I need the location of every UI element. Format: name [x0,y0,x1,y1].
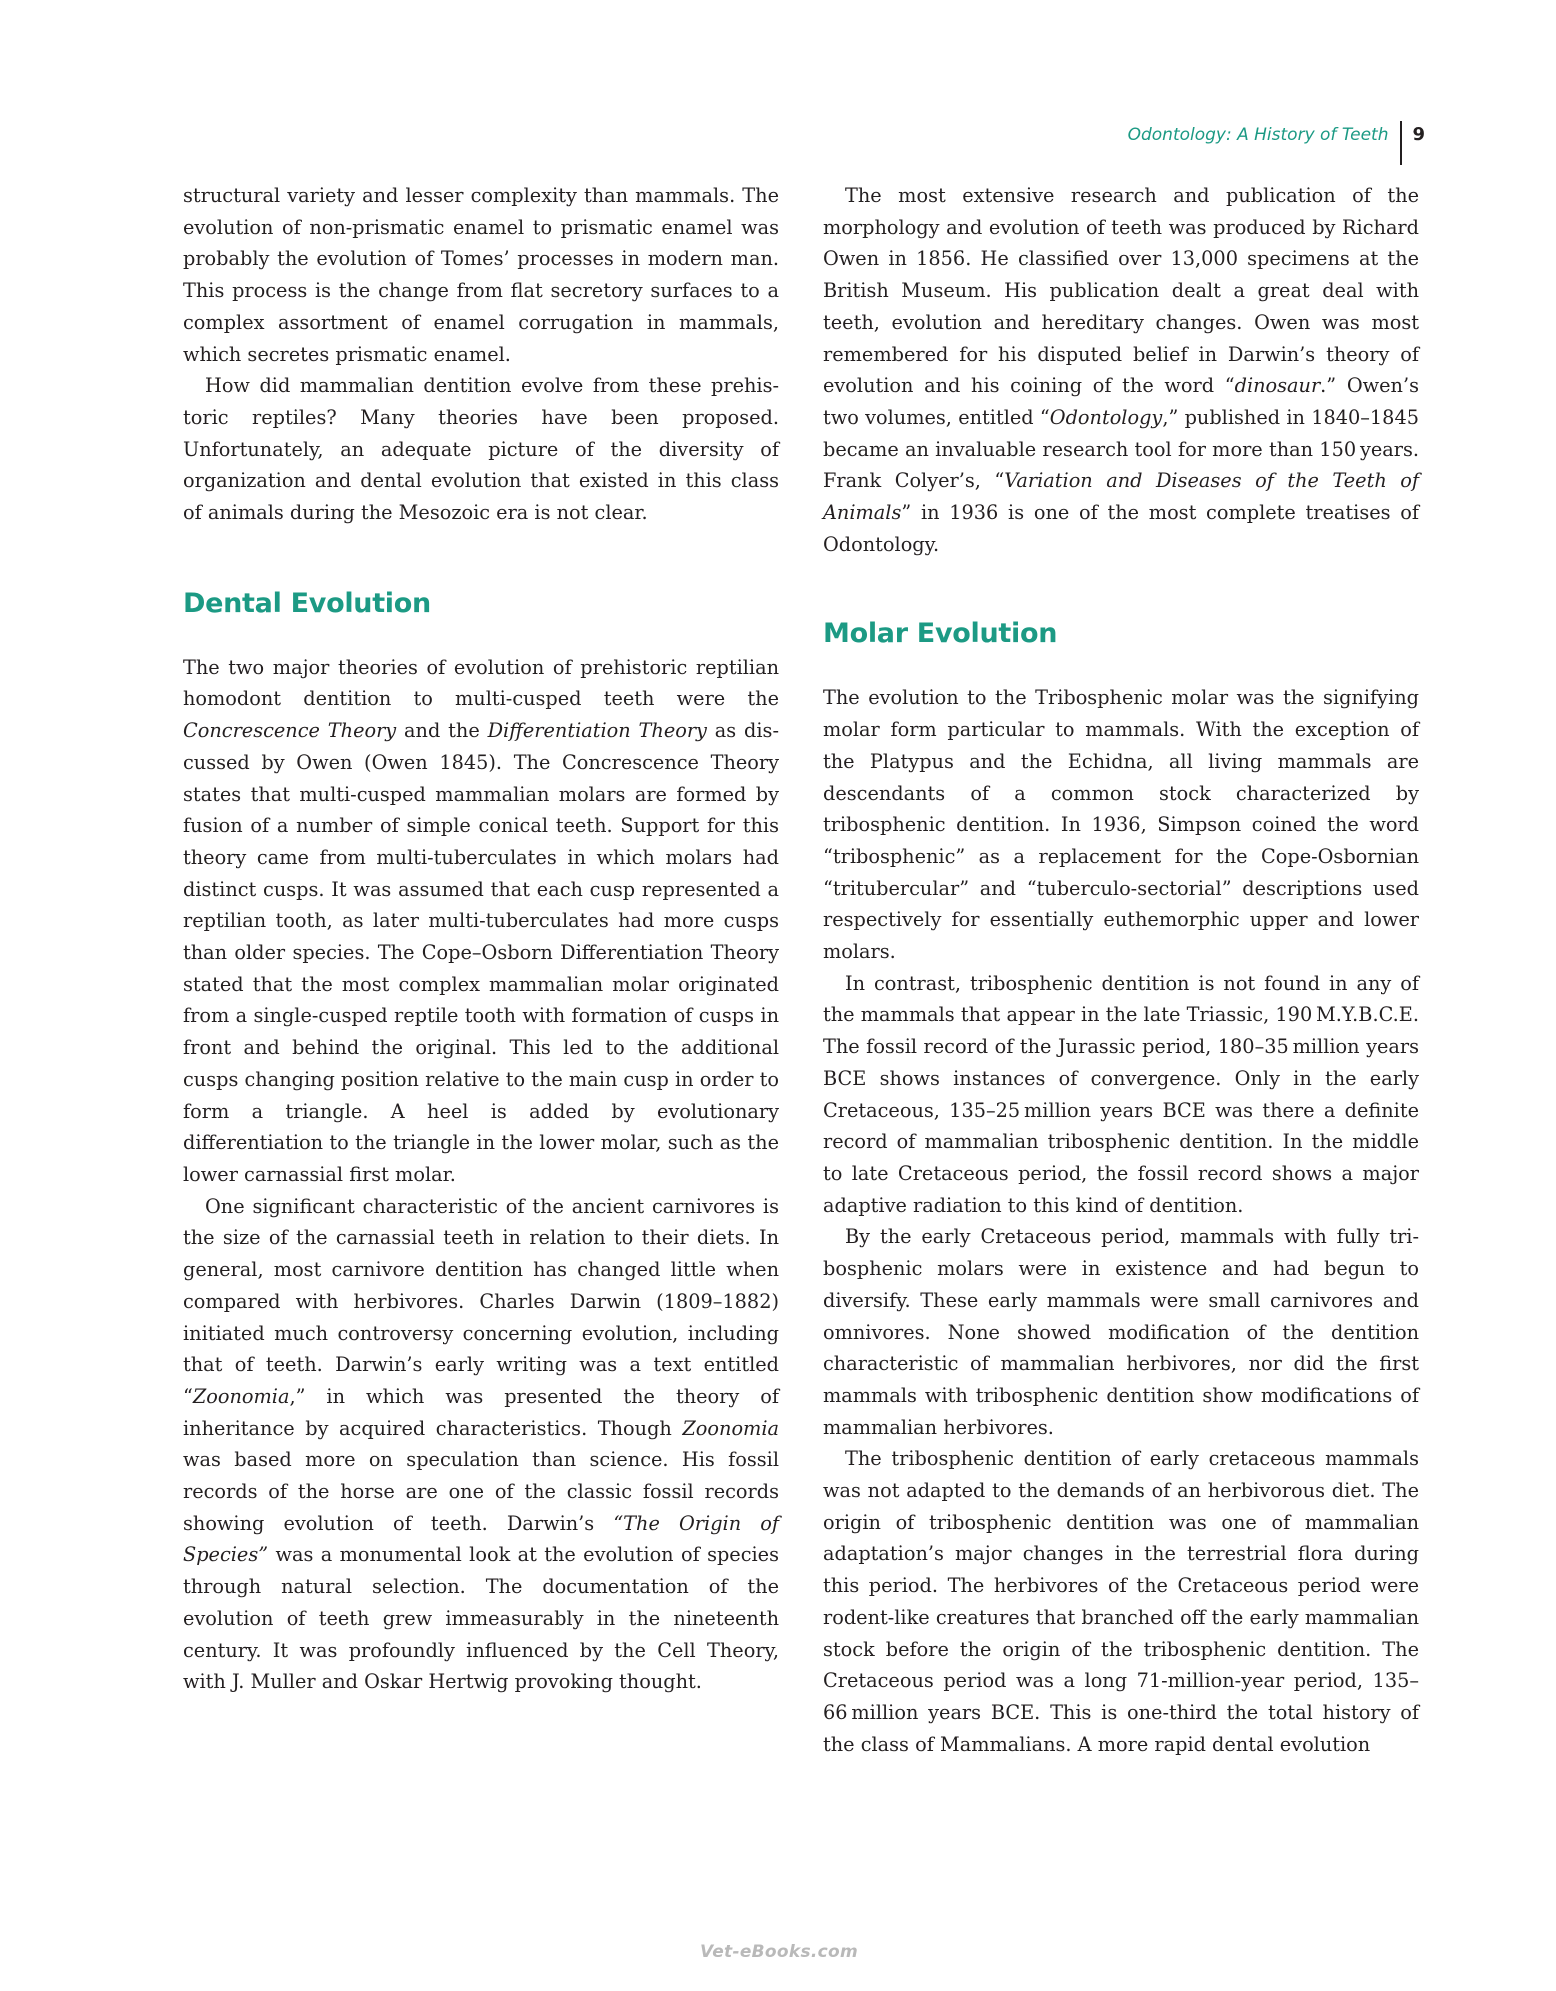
left-column [183,180,779,1698]
right-column-paragraph: In contrast, tribosphenic dentition is not found in any of the mammals that appear in the late Triassic, 190 M.Y.B.C.E. The fossil record of the Jurassic period, 180–35 million years BCE shows instances of convergence. Only in the early Cretaceous, 135–25 million years BCE was there a definite record of mammalian tribosphenic dentition. In the middle to late Cretaceous period, the fossil record shows a major adaptive radiation to this kind of dentition. [823,971,1419,1217]
right-column-paragraph: By the early Cretaceous period, mammals with fully tribosphenic molars were in existence and had begun to diversify. These early mammals were small carnivores and omnivores. None showed modification of the dentition characteristic of mammalian herbivores, nor did the first mammals with tribosphenic dentition show modifications of mammalian herbivores. [823,1225,1419,1439]
section-heading: Molar Evolution [823,618,1058,650]
right-column-paragraph: The most extensive research and publication of the morphology and evolution of teeth was produced by Richard Owen in 1856. He classified over 13,000 specimens at the British Museum. His publication dealt a great deal with teeth, evolution and hereditary changes. Owen was most remembered for his disputed belief in Darwin’s theory of evolution and his coining of the word “dinosaur.” Owen’s two volumes, entitled “Odontology,” published in 1840–1845 became an invaluable research tool for more than 150 years. Frank Colyer’s, “Variation and Diseases of the Teeth of Animals” in 1936 is one of the most complete treatises of Odontology. [823,184,1419,556]
section-heading: Dental Evolution [183,587,431,619]
running-title: Odontology: A History of Teeth [1127,125,1389,145]
running-head [1128,121,1425,165]
left-column-paragraph: structural variety and lesser complexity than mammals. The evolution of non-prismatic enamel to prismatic enamel was probably the evolution of Tomes’ processes in modern man. This process is the change from flat secretory surfaces to a complex assortment of enamel corrugation in mammals, which secretes prismatic enamel. [183,184,779,366]
right-column-paragraph: The evolution to the Tribosphenic molar was the signifying molar form particular to mammals. With the exception of the Platypus and the Echidna, all living mammals are descendants of a common stock characterized by tribosphenic dentition. In 1936, Simpson coined the word “tribosphenic” as a replacement for the Cope-Osbornian “tritubercular” and “tuberculo-sectorial” descriptions used respectively for essentially euthemorphic upper and lower molars. [823,686,1419,964]
left-column-paragraph: One significant characteristic of the ancient carnivores is the size of the carnassial teeth in relation to their diets. In general, most carnivore dentition has changed little when compared with herbivores. Charles Darwin (1809–1882) initiated much controversy concerning evolution, including that of teeth. Darwin’s early writing was a text entitled “Zoonomia,” in which was presented the theory of inheritance by acquired characteristics. Though Zoonomia was based more on speculation than science. His fossil records of the horse are one of the classic fossil records showing evolution of teeth. Darwin’s “The Origin of Species” was a monumental look at the evolution of species through natural selection. The documentation of the evolution of teeth grew immeasurably in the nineteenth century. It was profoundly influenced by the Cell Theory, with J. Muller and Oskar Hertwig provoking thought. [183,1194,779,1694]
left-column-paragraph: How did mammalian dentition evolve from these prehistoric reptiles? Many theories have been proposed. Unfortunately, an adequate picture of the diversity of organization and dental evolution that existed in this class of animals during the Mesozoic era is not clear. [183,374,779,525]
right-column [823,180,1419,1760]
page-number: 9 [1412,124,1425,145]
watermark: Vet-eBooks.com [700,1942,859,1962]
right-column-paragraph: The tribosphenic dentition of early cretaceous mammals was not adapted to the demands of an herbivorous diet. The origin of tribosphenic dentition was one of mammalian adaptation’s major changes in the terrestrial flora during this period. The herbivores of the Cretaceous period were rodent-like creatures that branched off the early mammalian stock before the origin of the tribosphenic dentition. The Cretaceous period was a long 71-million-year period, 135–66 million years BCE. This is one-third the total history of the class of Mammalians. A more rapid dental evolution [823,1447,1419,1756]
left-column-paragraph: The two major theories of evolution of prehistoric reptilian homodont dentition to multi-cusped teeth were the Concrescence Theory and the Differentiation Theory as discussed by Owen (Owen 1845). The Concrescence Theory states that multi-cusped mammalian molars are formed by fusion of a number of simple conical teeth. Support for this theory came from multi-tuberculates in which molars had distinct cusps. It was assumed that each cusp represented a reptilian tooth, as later multi-tuberculates had more cusps than older species. The Cope–Osborn Differentiation Theory stated that the most complex mammalian molar originated from a single-cusped reptile tooth with formation of cusps in front and behind the original. This led to the additional cusps changing position relative to the main cusp in order to form a triangle. A heel is added by evolutionary differentiation to the triangle in the lower molar, such as the lower carnassial first molar. [183,655,779,1186]
